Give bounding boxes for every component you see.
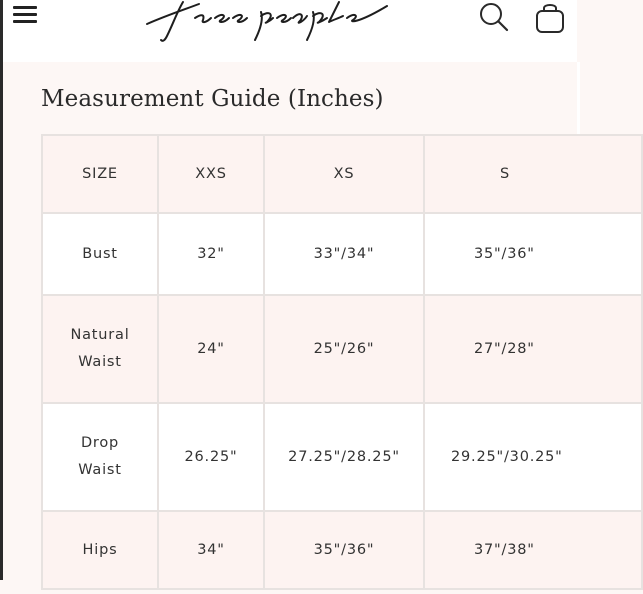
site-header bbox=[3, 0, 577, 62]
table-cell: 33"/34" bbox=[264, 213, 424, 295]
menu-icon-line bbox=[13, 6, 37, 9]
table-cell: 35"/36" bbox=[264, 511, 424, 589]
column-header-xxs: XXS bbox=[158, 135, 264, 213]
search-button[interactable] bbox=[477, 0, 511, 34]
shopping-bag-button[interactable] bbox=[533, 0, 567, 36]
measurement-table bbox=[41, 134, 643, 590]
table-cell: 32" bbox=[158, 213, 264, 295]
column-header-size: SIZE bbox=[42, 135, 158, 213]
column-header-xs: XS bbox=[264, 135, 424, 213]
table-cell: 34" bbox=[158, 511, 264, 589]
table-cell: 35"/36" bbox=[424, 213, 642, 295]
measurement-table-scroll[interactable] bbox=[41, 134, 563, 594]
row-label-drop-waist: Drop Waist bbox=[42, 403, 158, 511]
menu-button[interactable] bbox=[11, 2, 41, 28]
table-cell: 29.25"/30.25" bbox=[424, 403, 642, 511]
page-title: Measurement Guide (Inches) bbox=[41, 86, 384, 112]
row-label-hips: Hips bbox=[42, 511, 158, 589]
table-row bbox=[42, 511, 642, 589]
table-cell: 26.25" bbox=[158, 403, 264, 511]
row-label-bust: Bust bbox=[42, 213, 158, 295]
search-icon bbox=[477, 0, 511, 34]
table-cell: 27.25"/28.25" bbox=[264, 403, 424, 511]
column-header-s: S bbox=[424, 135, 642, 213]
table-cell: 27"/28" bbox=[424, 295, 642, 403]
table-cell: 37"/38" bbox=[424, 511, 642, 589]
window-edge bbox=[0, 0, 3, 580]
shopping-bag-icon bbox=[533, 0, 567, 36]
brand-logo[interactable] bbox=[143, 0, 393, 44]
table-row bbox=[42, 403, 642, 511]
table-row bbox=[42, 295, 642, 403]
table-cell: 24" bbox=[158, 295, 264, 403]
table-row bbox=[42, 213, 642, 295]
row-label-natural-waist: Natural Waist bbox=[42, 295, 158, 403]
table-header-row bbox=[42, 135, 642, 213]
menu-icon-line bbox=[13, 13, 37, 16]
table-cell: 25"/26" bbox=[264, 295, 424, 403]
menu-icon-line bbox=[13, 20, 37, 23]
